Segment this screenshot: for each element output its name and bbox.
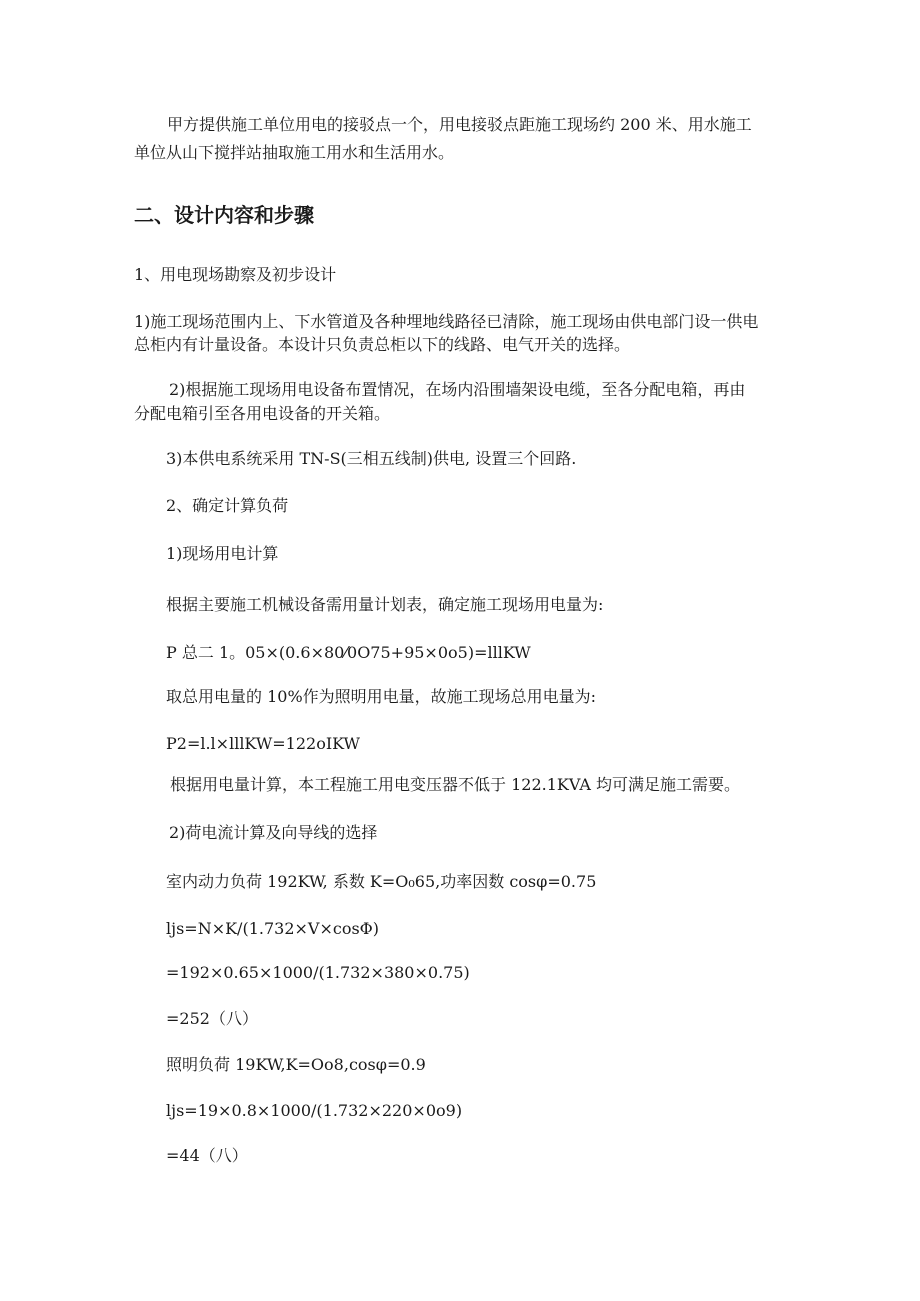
intro-paragraph-line-2: 单位从山下搅拌站抽取施工用水和生活用水。 [134, 143, 455, 162]
subsection-title-2-1: 1)现场用电计算 [166, 544, 279, 563]
paragraph-7: 室内动力负荷 192KW, 系数 K=O₀65,功率因数 cosφ=0.75 [166, 872, 597, 891]
subsection-title-2: 2、确定计算负荷 [166, 496, 289, 515]
paragraph-3: 3)本供电系统采用 TN-S(三相五线制)供电, 设置三个回路. [166, 449, 577, 468]
paragraph-2-line-2: 分配电箱引至各用电设备的开关箱。 [134, 404, 391, 423]
paragraph-5: 取总用电量的 10%作为照明用电量，故施工现场总用电量为: [166, 687, 597, 706]
paragraph-1-line-2: 总柜内有计量设备。本设计只负责总柜以下的线路、电气开关的选择。 [134, 335, 631, 354]
result-lighting-current: =44（八） [166, 1146, 248, 1165]
formula-ljs-general: ljs=N×K/(1.732×V×cosΦ) [166, 919, 380, 938]
formula-ljs-lighting: ljs=19×0.8×1000/(1.732×220×0o9) [166, 1101, 463, 1120]
formula-total-power: P 总二 1。05×(0.6×80⁄0O75+95×0o5)=lllKW [166, 643, 531, 662]
paragraph-2-line-1: 2)根据施工现场用电设备布置情况，在场内沿围墙架设电缆，至各分配电箱，再由 [169, 380, 746, 399]
paragraph-8: 照明负荷 19KW,K=Oo8,cosφ=0.9 [166, 1055, 426, 1074]
formula-p2: P2=l.l×lllKW=122oIKW [166, 734, 360, 753]
paragraph-1-line-1: 1)施工现场范围内上、下水管道及各种埋地线路径已清除，施工现场由供电部门设一供电 [134, 312, 759, 331]
subsection-title-1: 1、用电现场勘察及初步设计 [134, 265, 337, 284]
result-power-current: =252（八） [166, 1009, 258, 1028]
paragraph-4: 根据主要施工机械设备需用量计划表，确定施工现场用电量为: [166, 595, 604, 614]
paragraph-6: 根据用电量计算，本工程施工用电变压器不低于 122.1KVA 均可满足施工需要。 [170, 775, 740, 794]
intro-paragraph-line-1: 甲方提供施工单位用电的接驳点一个，用电接驳点距施工现场约 200 米、用水施工 [167, 115, 752, 134]
formula-ljs-power: =192×0.65×1000/(1.732×380×0.75) [166, 963, 470, 982]
section-heading: 二、设计内容和步骤 [134, 203, 314, 227]
subsection-title-2-2: 2)荷电流计算及向导线的选择 [169, 823, 378, 842]
